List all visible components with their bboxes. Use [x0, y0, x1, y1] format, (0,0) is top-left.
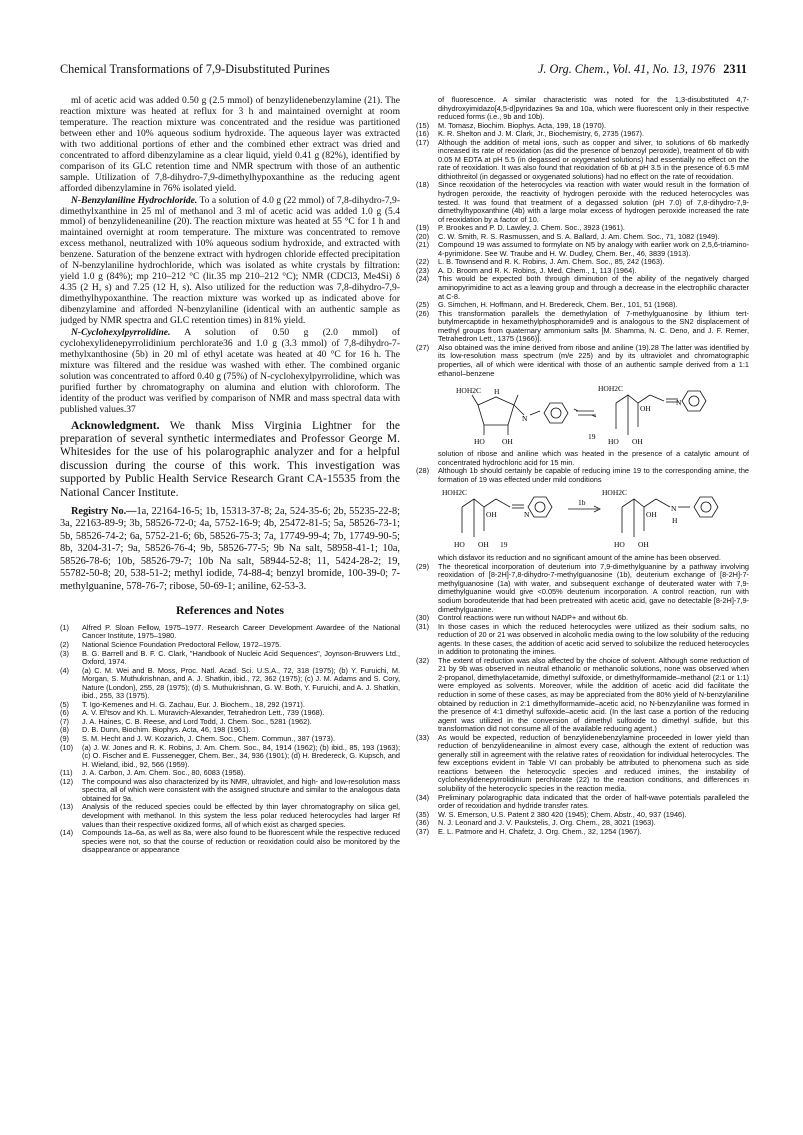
reference-item	[60, 650, 400, 667]
right-column	[416, 96, 749, 1116]
struct-label: OH	[632, 437, 643, 447]
running-header	[60, 62, 747, 80]
reference-number: (36)	[416, 818, 430, 828]
reference-item	[416, 181, 749, 224]
reagent-label: 1b	[578, 498, 586, 508]
reference-number: (5)	[60, 699, 69, 709]
reference-item	[60, 744, 400, 770]
reference-item	[416, 623, 749, 657]
struct-label: HO	[474, 437, 485, 447]
reference-item	[60, 667, 400, 701]
reference-number: (4)	[60, 665, 69, 675]
reference-text: M. Tomasz, Biochim. Biophys. Acta, 199, 18 (1970).	[438, 120, 607, 130]
references-list-right-a	[416, 122, 749, 378]
reference-item	[416, 275, 749, 301]
reference-number: (21)	[416, 240, 430, 250]
reference-text: National Science Foundation Predoctoral Fellow, 1972–1975.	[82, 640, 282, 650]
reference-continuation: of fluorescence. A similar characteristic was noted for the 1,3-disubstituted 4,7-dihydroxyimidazo[4,5-d]pyridazines 9a and 10a, which were fluorescent only in their respective reduced forms (i.e., 9b and 10b).	[438, 96, 749, 122]
reference-number: (26)	[416, 308, 430, 318]
reference-text: B. G. Barrell and B. F. C. Clark, "Handbook of Nucleic Acid Sequences", Joynson-Bruvvers Ltd., Oxford, 1974.	[82, 648, 400, 667]
acknowledgment: Acknowledgment. We thank Miss Virginia Lightner for the preparation of several synthetic intermediates and Professor George M. Whitesides for the use of his polarographic analyzer and for a helpful discussion during the course of this work. This investigation was supported by Public Health Service Research Grant CA-15535 from the National Cancer Institute.	[60, 419, 400, 499]
struct-label: HOH2C	[456, 386, 482, 396]
reference-text: Compound 19 was assumed to formylate on N5 by analogy with earlier work on 2,5,6-triamino-4-pyrimidone. See W. Traube and H. W. Dudley, Chem. Ber., 46, 3839 (1913).	[438, 240, 749, 258]
paragraph-cyclohexylpyrrolidine: N-Cyclohexylpyrrolidine. A solution of 0.50 g (2.0 mmol) of cyclohexylidenepyrrolidinium perchlorate36 and 1.0 g (3.3 mmol) of 7,8-dihydro-7-methylxanthosine (5b) in 20 ml of ethyl acetate was heated at 40 °C for 16 h. The mixture was filtered and the residue was washed with ether. The combined organic solution was concentrated to afford 0.40 g (75%) of N-cyclohexylpyrrolidine, which was purified further by chromatography on alumina and elution with chloroform. The identity of the product was verified by comparison of NMR and mass spectral data with published values.37	[60, 327, 400, 415]
reference-number: (13)	[60, 802, 74, 812]
reference-number: (10)	[60, 742, 74, 752]
reference-continuation: solution of ribose and aniline which was heated in the presence of a catalytic amount of concentrated hydrochloric acid for 15 min.	[438, 449, 749, 467]
running-title: Chemical Transformations of 7,9-Disubstituted Purines	[60, 62, 330, 76]
reference-item	[60, 829, 400, 855]
reference-item	[416, 563, 749, 614]
reference-text: Although the addition of metal ions, such as copper and silver, to solutions of 6b markedly increased its rate of reoxidation (as did the presence of benzoyl peroxide), treatment of 6b with 0.05 M EDTA at pH 5.5 (in degassed or oxygenated solutions) had essentially no effect on the rate of reoxidation. It was also found that reoxidation of 6b at pH 3.5 in the presence of 6.5 mM dithiothreitol (in degassed or oxygenated solutions) had no effect on the rate of reoxidation.	[438, 137, 749, 181]
reference-text: J. A. Haines, C. B. Reese, and Lord Todd, J. Chem. Soc., 5281 (1962).	[82, 716, 312, 726]
reference-text: A. V. El'tsov and Kh. L. Muravich-Alexander, Tetrahedron Lett., 739 (1968).	[82, 708, 325, 718]
reference-text: C. W. Smith, R. S. Rasmussen, and S. A. Ballard, J. Am. Chem. Soc., 71, 1082 (1949).	[438, 231, 720, 241]
struct-label: HOH2C	[442, 488, 468, 498]
reference-number: (24)	[416, 274, 430, 284]
compound-number: 19	[500, 540, 508, 550]
struct-label: N	[522, 414, 528, 424]
reference-text: In those cases in which the reduced heterocycles were utilized as their sodium salts, no reduction of 20 or 21 was observed in alcoholic media owing to the low solubility of the reducing agents. In these cases, the addition of acetic acid served to solubilize the reduced heterocycles in addition to protonating the imines.	[438, 621, 749, 657]
reference-number: (3)	[60, 648, 69, 658]
paragraph-benzylaniline: N-Benzylaniline Hydrochloride. To a solution of 4.0 g (22 mmol) of 7,8-dihydro-7,9-dimethylxanthine in 25 ml of methanol and 3 ml of acetic acid was added 1.0 g (5.4 mmol) of benzylideneaniline (20). The reaction mixture was heated at 55 °C for 1 h and maintained overnight at room temperature. The mixture was concentrated to remove excess methanol, neutralized with 10% aqueous sodium hydroxide, and extracted with benzene. Saturation of the benzene extract with hydrogen chloride effected precipitation of N-benzylaniline hydrochloride, which was isolated as white crystals by filtration: yield 1.0 g (84%); mp 210–212 °C (lit.35 mp 210–212 °C); NMR (CDCl3, Me4Si) δ 4.35 (2 H, s) and 7.25 (12 H, s). Also utilized for the reduction was 7,8-dihydro-7,9-dimethylhypoxanthine. The reaction mixture was worked up as indicated above for dibenzylamine and afforded N-benzylaniline (identical with an authentic sample as judged by NMR spectra and GLC retention times) in 81% yield.	[60, 194, 400, 327]
reference-text: N. J. Leonard and J. V. Paukstelis, J. Org. Chem., 28, 3021 (1963).	[438, 818, 656, 828]
reference-item	[416, 139, 749, 182]
reference-text: This would be expected both through diminution of the ability of the negatively charged aminopyrimidine to act as a leaving group and through a decrease in the electrophilic character at C-8.	[438, 274, 749, 301]
reference-number: (12)	[60, 776, 74, 786]
reference-number: (2)	[60, 640, 69, 650]
reference-number: (16)	[416, 129, 430, 139]
reference-text: (a) C. M. Wei and B. Moss, Proc. Natl. Acad. Sci. U.S.A., 72, 318 (1975); (b) Y. Furuichi, M. Morgan, S. Muthukrishnan, and A. J. Shatkin, ibid., 72, 362 (1975); (c) J. M. Adams and S. Cory, Nature (London), 255, 28 (1975); (d) S. Muthukrishnan, G. W. Both, Y. Furuichi, and A. J. Shatkin, ibid., 255, 33 (1975).	[82, 665, 400, 701]
reference-item	[60, 778, 400, 804]
reference-number: (17)	[416, 137, 430, 147]
reference-text: Analysis of the reduced species could be effected by thin layer chromatography on silica gel, development with methanol. In this system the less polar reduced heterocycles had larger Rf values than their respective oxidized forms, all of which exist as charged species.	[82, 802, 400, 829]
struct-label: N	[524, 510, 530, 520]
reference-text: G. Simchen, H. Hoffmann, and H. Bredereck, Chem. Ber., 101, 51 (1968).	[438, 300, 678, 310]
reference-item	[60, 624, 400, 641]
reference-number: (8)	[60, 725, 69, 735]
reference-item: (28) Although 1b should certainly be capable of reducing imine 19 to the corresponding amine, the formation of 19 was effected under mild conditions	[416, 466, 749, 484]
reference-number: (37)	[416, 826, 430, 836]
reference-item	[60, 803, 400, 829]
reference-number: (20)	[416, 231, 430, 241]
struct-label: OH	[486, 510, 497, 520]
reference-number: (22)	[416, 257, 430, 267]
chemical-structure-ribose-aniline	[438, 381, 749, 447]
reference-number: (33)	[416, 732, 430, 742]
reference-number: (35)	[416, 809, 430, 819]
struct-label: OH	[646, 510, 657, 520]
reference-number: (32)	[416, 655, 430, 665]
reference-number: (19)	[416, 223, 430, 233]
struct-label: OH	[638, 540, 649, 550]
reference-text: As would be expected, reduction of benzylidenebenzylamine proceeded in lower yield than reduction of benzylideneaniline in almost every case, although the extent of reduction was generally still in agreement with the relative rates of reoxidation for individual heterocycles. The few exceptions evident in Table VI can probably be attributed to phenomena such as side reactions between the heterocyclic species and reduced imines, the instability of cyclohexylidenepyrrolidinium perchlorate (22) to the reaction conditions, and differences in solubility of the heterocyclic species in the reaction media.	[438, 732, 749, 793]
reference-number: (25)	[416, 300, 430, 310]
compound-number: 19	[588, 432, 596, 442]
reference-text: Preliminary polarographic data indicated that the order of half-wave potentials paralleled the order of reoxidation and hydride transfer rates.	[438, 792, 749, 811]
reference-number: (29)	[416, 561, 430, 571]
reference-text: The extent of reduction was also affected by the choice of solvent. Although some reduction of 21 by 9b was observed in neutral ethanolic or methanolic solutions, none was observed when 2-propanol, dimethylacetamide, dimethyl sulfoxide, or dimethylformamide–methanol (2:1 or 1:1) were employed as solvents. Moreover, while the addition of acetic acid did facilitate the reduction in some of these cases, as may be appreciated from the 80% yield of N-benzylaniline obtained by reduction in 2:1 dimethylformamide–acetic acid, no N-benzylaniline was formed in the presence of 4:1 dimethyl sulfoxide–acetic acid. (In the last case a portion of the reducing agent was utilized in the conversion of dimethyl sulfoxide to dimethyl sulfide, but this transformation did not consume all of the available reducing agent.)	[438, 655, 749, 734]
section-title: N-Benzylaniline Hydrochloride.	[71, 194, 198, 206]
reference-text: L. B. Townsend and R. K. Robins, J. Am. Chem. Soc., 85, 242 (1963).	[438, 257, 665, 267]
reference-text: W. S. Emerson, U.S. Patent 2 380 420 (1945); Chem. Abstr., 40, 937 (1946).	[438, 809, 687, 819]
reference-item	[416, 657, 749, 734]
reference-item	[416, 310, 749, 344]
structure-diagram-2	[438, 487, 738, 551]
paragraph-dibenzylamine: ml of acetic acid was added 0.50 g (2.5 mmol) of benzylidenebenzylamine (21). The reaction mixture was heated at reflux for 3 h and maintained overnight at room temperature. The reaction mixture was concentrated and the residue was partitioned between ether and 10% aqueous sodium hydroxide. The aqueous layer was extracted with two additional portions of ether and the combined ether extract was dried and concentrated to afford dibenzylamine as a clear liquid, yield 0.41 g (82%), identified by comparison of its GLC retention time and NMR spectrum with those of an authentic sample. Utilization of 7,8-dihydro-7,9-dimethylhypoxanthine as the reducing agent afforded dibenzylamine in 76% isolated yield.	[60, 96, 400, 194]
reference-number: (11)	[60, 768, 73, 778]
reference-text: Control reactions were run without NADP+ and without 6b.	[438, 613, 629, 623]
structure-diagram-1	[438, 381, 738, 447]
reference-number: (1)	[60, 622, 69, 632]
reference-text: S. M. Hecht and J. W. Kozarich, J. Chem. Soc., Chem. Commun., 387 (1973).	[82, 734, 336, 744]
page-number: 2311	[723, 62, 747, 76]
section-title: N-Cyclohexylpyrrolidine.	[71, 327, 171, 339]
struct-label: HOH2C	[598, 384, 624, 394]
reference-number: (34)	[416, 792, 430, 802]
journal-citation: J. Org. Chem., Vol. 41, No. 13, 1976 2311	[538, 62, 747, 76]
struct-label: OH	[502, 437, 513, 447]
struct-label: N	[676, 398, 682, 408]
reference-item	[416, 241, 749, 258]
struct-label: N	[671, 504, 677, 514]
reference-text: P. Brookes and P. D. Lawley, J. Chem. Soc., 3923 (1961).	[438, 223, 625, 233]
reference-number: (23)	[416, 265, 430, 275]
reference-text: Alfred P. Sloan Fellow, 1975–1977. Research Career Development Awardee of the National Cancer Institute, 1975–1980.	[82, 622, 400, 641]
references-list-left	[60, 624, 400, 855]
reference-number: (9)	[60, 734, 69, 744]
struct-label: HO	[614, 540, 625, 550]
struct-label: H	[494, 387, 500, 397]
reference-text: (a) J. W. Jones and R. K. Robins, J. Am. Chem. Soc., 84, 1914 (1962); (b) ibid., 85, 193 (1963); (c) O. Fischer and E. Fussenegger, Chem. Ber., 34, 936 (1901); (d) H. Bredereck, G. Kupsch, and H. Wieland, ibid., 92, 566 (1959).	[82, 742, 400, 769]
struct-label: HOH2C	[602, 488, 628, 498]
reference-item	[416, 794, 749, 811]
reference-text: This transformation parallels the demethylation of 7-methylguanosine by lithium tert-butylmercaptide in hexamethylphosphoramide9 and is analogous to the SN2 displacement of methyl groups from quaternary ammonium salts [M. Shamma, N. C. Deno, and J. F. Remer, Tetrahedron Lett., 1375 (1966)].	[438, 308, 749, 344]
struct-label: HO	[608, 437, 619, 447]
reference-text: T. Igo-Kemenes and H. G. Zachau, Eur. J. Biochem., 18, 292 (1971).	[82, 699, 305, 709]
reference-item	[416, 734, 749, 794]
reference-text: Compounds 1a–6a, as well as 8a, were also found to be fluorescent while the respective reduced species were not, so that the course of reduction or reoxidation could also be monitored by the disappearance or appearance	[82, 828, 400, 855]
struct-label: OH	[640, 404, 651, 414]
struct-label: HO	[454, 540, 465, 550]
reference-number: (15)	[416, 120, 430, 130]
references-list-right-b	[416, 563, 749, 837]
reference-text: Since reoxidation of the heterocycles via reaction with water would result in the formation of hydrogen peroxide, the reactivity of hydrogen peroxide with the reduced heterocycles was tested. It was found that treatment of a degassed solution (pH 7.0) of 7,8-dihydro-7,9-dimethylhypoxanthine (4b) with a large molar excess of hydrogen peroxide increased the rate of reoxidation by a factor of 10.	[438, 180, 749, 224]
struct-label: OH	[478, 540, 489, 550]
reference-number: (27)	[416, 342, 430, 352]
reference-number: (31)	[416, 621, 430, 631]
reference-text: A. D. Broom and R. K. Robins, J. Med. Chem., 1, 113 (1964).	[438, 265, 637, 275]
struct-label: H	[672, 516, 678, 526]
reference-number: (30)	[416, 613, 430, 623]
reference-text: D. B. Dunn, Biochim. Biophys. Acta, 46, 198 (1961).	[82, 725, 251, 735]
reference-text: The compound was also characterized by its NMR, ultraviolet, and high- and low-resolution mass spectra, all of which were consistent with the assigned structure and similar to the analogous data obtained for 9a.	[82, 776, 400, 803]
chemical-structure-imine-reduction	[438, 487, 749, 551]
reference-item	[416, 828, 749, 837]
reference-number: (14)	[60, 828, 74, 838]
reference-text: J. A. Carbon, J. Am. Chem. Soc., 80, 6083 (1958).	[82, 768, 246, 778]
reference-number: (6)	[60, 708, 69, 718]
reference-number: (18)	[416, 180, 430, 190]
reference-continuation: which disfavor its reduction and no significant amount of the amine has been observed.	[438, 553, 721, 563]
reference-item	[416, 344, 749, 378]
reference-number: (7)	[60, 716, 69, 726]
reference-text: E. L. Patmore and H. Chafetz, J. Org. Chem., 32, 1254 (1967).	[438, 826, 642, 836]
reference-text: K. R. Shelton and J. M. Clark, Jr., Biochemistry, 6, 2735 (1967).	[438, 129, 644, 139]
references-heading: References and Notes	[176, 602, 284, 617]
reference-text: Also obtained was the imine derived from ribose and aniline (19).28 The latter was identified by its low-resolution mass spectrum (m/e 225) and by its ultraviolet and chromatographic properties, all of which were identical with those of an authentic sample derived from a 1:1 ethanol–benzene	[438, 342, 749, 378]
registry-numbers: Registry No.—1a, 22164-16-5; 1b, 15313-37-8; 2a, 524-35-6; 2b, 55235-22-8; 3a, 22163-89-9; 3b, 58526-72-0; 4a, 5752-16-9; 4b, 25472-81-5; 5a, 58526-73-1; 5b, 58526-74-2; 6a, 5752-21-6; 6b, 58526-75-3; 7a, 17749-99-4; 7b, 17749-90-5; 8b, 3204-31-7; 9a, 58526-76-4; 9b, 58526-77-5; 9b Na salt, 58958-41-1; 10a, 58526-78-6; 10b, 58526-79-7; 10b Na salt, 58944-52-8; 11, 5424-28-2; 19, 55782-50-8; 20, 538-51-2; methyl iodide, 74-88-4; benzyl bromide, 100-39-0; 7-methylguanine, 578-76-7; ribose, 50-69-1; aniline, 62-53-3.	[60, 506, 400, 592]
left-column	[60, 96, 400, 1086]
reference-text: The theoretical incorporation of deuterium into 7,9-dimethylguanine by a pathway involving reoxidation of [8-2H]-7,8-dihydro-7-methylguanosine (1b), deuterium exchange of [8-2H]-7-methylguanosine (1a) with water, and subsequent exchange of deuterated water with 7,9-dimethylguanine would give <0.05% deuterium incorporation. A control reaction, run with sodium borodeuteride that had been pretreated with acetic acid, gave no detectable [8-2H]-7,9-dimethylguanine.	[438, 561, 749, 614]
